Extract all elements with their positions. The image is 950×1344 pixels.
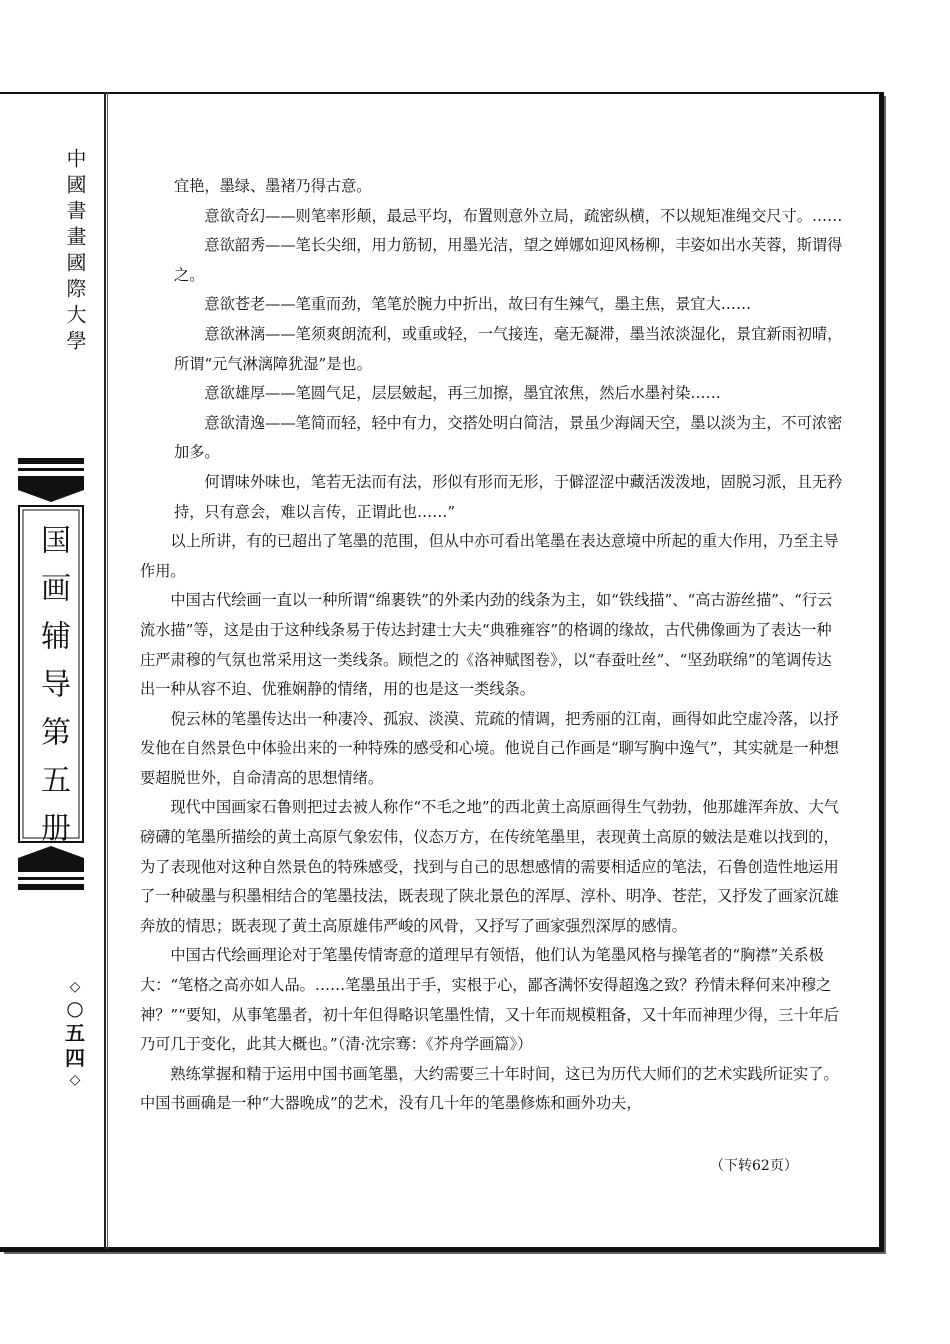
sidebar-rule	[104, 92, 106, 1249]
page-frame-shadow-bottom	[4, 1252, 886, 1254]
quote-paragraph: 意欲雄厚——笔圆气足，层层皴起，再三加擦，墨宜浓焦，然后水墨衬染……	[204, 384, 721, 403]
body-paragraph: 倪云林的笔墨传达出一种凄冷、孤寂、淡漠、荒疏的情调，把秀丽的江南，画得如此空虚冷落，以抒发他在自然景色中体验出来的一种特殊的感受和心境。他说自己作画是“聊写胸中逸气”，其实就是一种想要超脱世外，自命清高的思想情绪。	[140, 709, 839, 787]
quote-paragraph: 意欲韶秀——笔长尖细，用力筋韧，用墨光洁，望之婵娜如迎风杨柳，丰姿如出水芙蓉，斯谓得之。	[174, 236, 843, 284]
quote-line: 宜艳，墨绿、墨褚乃得古意。	[174, 177, 372, 195]
body-paragraph: 熟练掌握和精于运用中国书画笔墨，大约需要三十年时间，这已为历代大师们的艺术实践所证实了。中国书画确是一种“大器晚成”的艺术，没有几十年的笔墨修炼和画外功夫，	[140, 1064, 839, 1113]
sidebar-rule-thin	[107, 92, 108, 1249]
quote-paragraph: 何谓味外味也，笔若无法而有法，形似有形而无形，于僻涩涩中藏活泼泼地，固脱习派，且无矜持，只有意会，难以言传，正谓此也……”	[174, 472, 843, 521]
diamond-icon: ◇	[69, 1072, 81, 1088]
body-paragraph: 中国古代绘画理论对于笔墨传情寄意的道理早有领悟，他们认为笔墨风格与操笔者的“胸襟”关系极大：“笔格之高亦如人品。……笔墨虽出于手，实根于心，鄙吝满怀安得超逸之致？矜情未释何来冲穆之神？”“要知，从事笔墨者，初十年但得略识笔墨性情，又十年而规模粗备，又十年而神理少得，三十年后乃可几于变化，此其大概也。”（清·沈宗骞：《芥舟学画篇》）	[140, 946, 839, 1054]
body-paragraph: 中国古代绘画一直以一种所谓“绵裹铁”的外柔内劲的线条为主，如“铁线描”、“高古游丝描”、“行云流水描”等，这是由于这种线条易于传达封建士大夫“典雅雍容”的格调的缘故，古代佛像画为了表达一种庄严肃穆的气氛也常采用这一类线条。顾恺之的《洛神赋图卷》，以“春蚕吐丝”、“坚劲联绵”的笔调传达出一种从容不迫、优雅娴静的情绪，用的也是这一类线条。	[140, 591, 833, 699]
page-digit: 四	[65, 1046, 85, 1070]
quote-paragraph: 意欲淋漓——笔须爽朗流利，或重或轻，一气接连，毫无凝滞，墨当浓淡湿化，景宜新雨初晴，所谓“元气淋漓障犹湿”是也。	[174, 324, 843, 373]
page-digit: ○	[66, 996, 84, 1020]
body-text	[140, 172, 844, 1119]
quote-paragraph: 意欲清逸——笔简而轻，轻中有力，交搭处明白简洁，景虽少海阔天空，墨以淡为主，不可浓密加多。	[174, 413, 843, 462]
body-paragraph: 以上所讲，有的已超出了笔墨的范围，但从中亦可看出笔墨在表达意境中所起的重大作用，乃至主导作用。	[140, 532, 839, 580]
page-number	[62, 978, 88, 1089]
quote-paragraph: 意欲苍老——笔重而劲，笔笔於腕力中折出，故曰有生辣气，墨主焦，景宜大……	[204, 295, 752, 314]
school-name: 中國書畫國際大學	[63, 148, 87, 356]
body-paragraph: 现代中国画家石鲁则把过去被人称作“不毛之地”的西北黄土高原画得生气勃勃，他那雄浑奔放、大气磅礴的笔墨所描绘的黄土高原气象宏伟，仪态万方，在传统笔墨里，表现黄土高原的皴法是难以找到的，为了表现他对这种自然景色的特殊感受，找到与自己的思想感情的需要相适应的笔法，石鲁创造性地运用了一种破墨与积墨相结合的笔墨技法，既表现了陕北景色的浑厚、淳朴、明净、苍茫，又抒发了画家沉雄奔放的情思；既表现了黄土高原雄伟严峻的风骨，又抒写了画家强烈深厚的感情。	[140, 798, 839, 935]
page-frame-shadow-right	[884, 96, 886, 1254]
diamond-icon: ◇	[69, 979, 81, 995]
page-frame-top	[0, 92, 884, 94]
book-title: 国画辅导第五册	[35, 524, 70, 860]
book-title-banner	[14, 458, 88, 890]
page-digit: 五	[65, 1021, 85, 1045]
continued-note: （下转62页）	[710, 1158, 798, 1174]
quote-paragraph: 意欲奇幻——则笔率形颠，最忌平均，布置则意外立局，疏密纵横，不以规矩准绳交尺寸。……	[204, 206, 843, 225]
